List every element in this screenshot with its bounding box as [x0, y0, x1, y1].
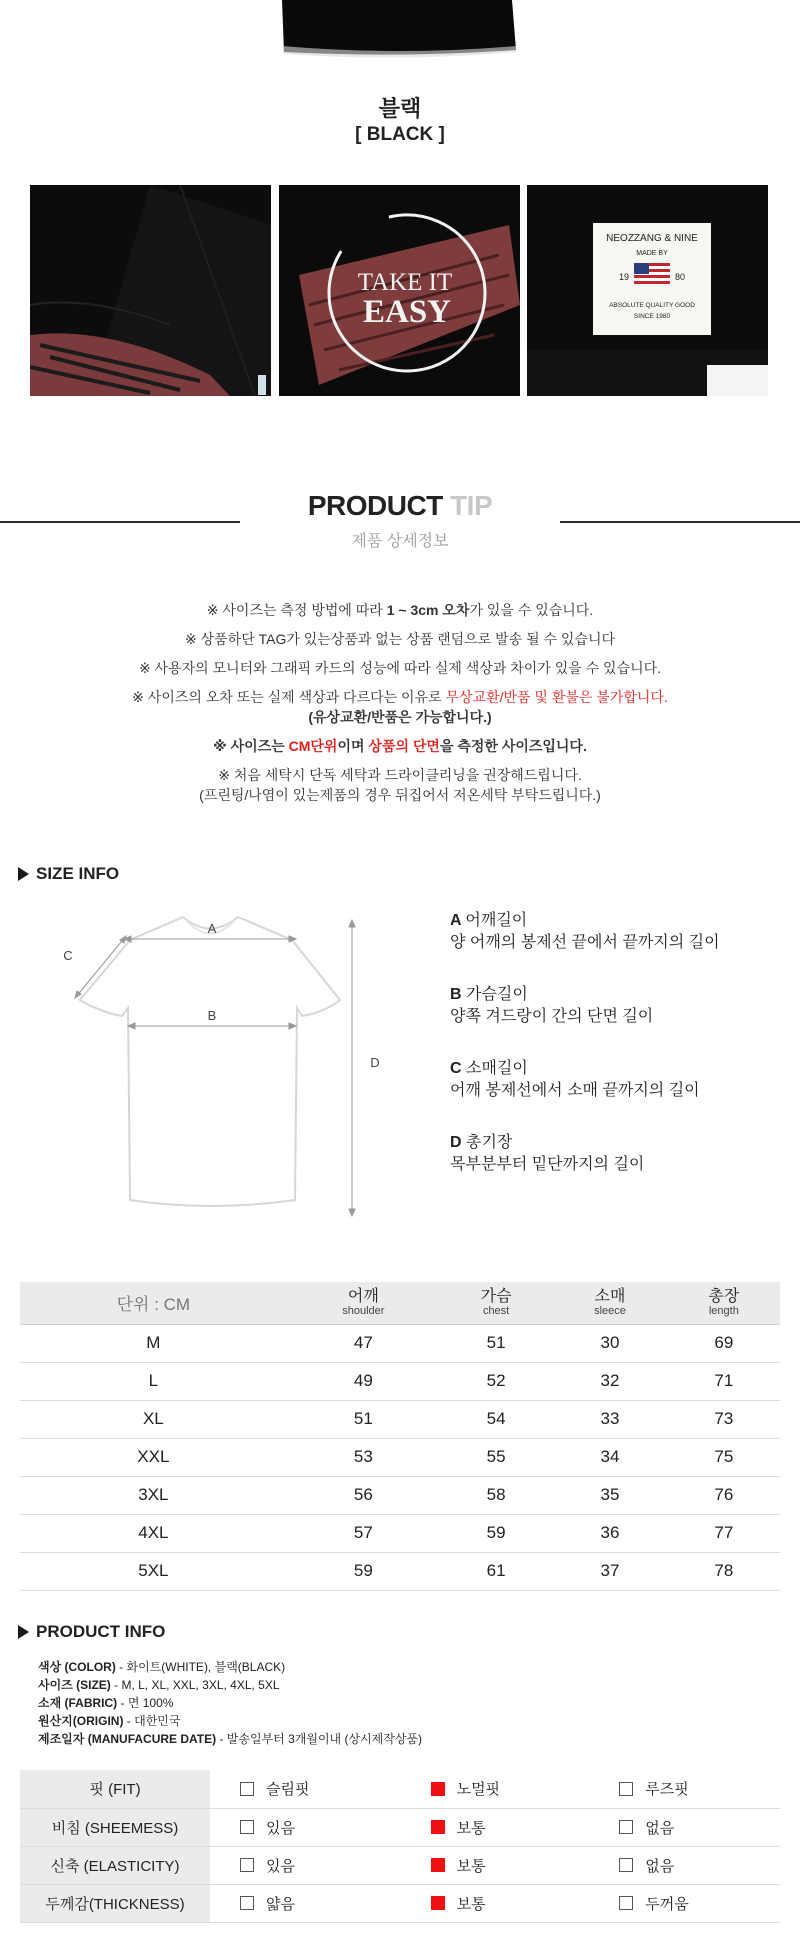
product-info-heading-text: PRODUCT INFO: [36, 1622, 166, 1641]
checkbox-empty-icon: [240, 1896, 254, 1910]
attribute-option: [591, 1770, 780, 1808]
triangle-bullet-icon: [18, 867, 29, 881]
triangle-bullet-icon: [18, 1625, 29, 1639]
size-row-m: [20, 1324, 780, 1362]
measurement-cell: 49: [287, 1362, 440, 1400]
diagram-label-d: D: [370, 1055, 380, 1070]
print-text-line2: EASY: [362, 294, 452, 330]
measurement-cell: 75: [668, 1438, 780, 1476]
label-quality: ABSOLUTE QUALITY GOOD: [609, 302, 695, 309]
product-tip-subtitle: 제품 상세정보: [351, 533, 449, 550]
measurement-cell: 34: [552, 1438, 667, 1476]
size-cell: M: [20, 1324, 287, 1362]
attribute-row: [20, 1846, 780, 1884]
product-info-line: 제조일자 (MANUFACURE DATE) - 발송일부터 3개월이내 (상시제작상품): [38, 1732, 423, 1746]
size-row-3xl: [20, 1476, 780, 1514]
attribute-option: [403, 1808, 592, 1846]
checkbox-empty-icon: [619, 1782, 633, 1796]
measurement-cell: 51: [440, 1324, 552, 1362]
attribute-option-label: 보통: [456, 1857, 486, 1875]
size-row-xl: [20, 1400, 780, 1438]
measurement-cell: 59: [287, 1552, 440, 1590]
attribute-label: 두께감(THICKNESS): [20, 1884, 210, 1922]
checkbox-checked-icon: [431, 1820, 445, 1834]
us-flag-icon: [634, 263, 670, 285]
detail-photo-print-logo: [279, 185, 520, 396]
size-cell: 5XL: [20, 1552, 287, 1590]
measurement-cell: 51: [287, 1400, 440, 1438]
attribute-option-label: 보통: [456, 1819, 486, 1837]
attribute-option: [591, 1846, 780, 1884]
diagram-label-c: C: [63, 948, 73, 963]
size-row-xxl: [20, 1438, 780, 1476]
product-info-heading: [18, 1622, 165, 1642]
diagram-label-b: B: [207, 1008, 217, 1023]
size-cell: XXL: [20, 1438, 287, 1476]
measurement-cell: 59: [440, 1514, 552, 1552]
definition-shoulder: A 어깨길이 양 어깨의 봉제선 끝에서 끝까지의 길이: [450, 912, 720, 951]
label-year-left: 19: [618, 272, 630, 282]
product-info-line: 소재 (FABRIC) - 면 100%: [38, 1696, 174, 1710]
measurement-cell: 55: [440, 1438, 552, 1476]
attribute-option-label: 슬림핏: [266, 1781, 310, 1799]
label-since: SINCE 1980: [633, 313, 671, 320]
attribute-label: 핏 (FIT): [20, 1770, 210, 1808]
product-info-line: 색상 (COLOR) - 화이트(WHITE), 블랙(BLACK): [38, 1660, 286, 1674]
unit-label: 단위 : CM: [20, 1282, 287, 1324]
product-info-list: [38, 1658, 422, 1748]
product-info-line: 사이즈 (SIZE) - M, L, XL, XXL, 3XL, 4XL, 5XL: [38, 1678, 280, 1692]
checkbox-empty-icon: [240, 1782, 254, 1796]
attribute-option: [403, 1884, 592, 1922]
notice-item: ※ 사이즈는 측정 방법에 따라 1 ~ 3cm 오차가 있을 수 있습니다.: [206, 602, 594, 618]
measurement-cell: 35: [552, 1476, 667, 1514]
attribute-option-label: 루즈핏: [645, 1781, 689, 1799]
color-name-en: [ BLACK ]: [355, 124, 445, 145]
size-row-5xl: [20, 1552, 780, 1590]
attributes-table: [20, 1770, 780, 1923]
attribute-label: 비침 (SHEEMESS): [20, 1808, 210, 1846]
size-table-header: [20, 1282, 780, 1324]
size-row-4xl: [20, 1514, 780, 1552]
notice-item: ※ 상품하단 TAG가 있는상품과 없는 상품 랜덤으로 발송 될 수 있습니다: [185, 631, 615, 647]
diagram-label-a: A: [207, 921, 217, 936]
measurement-cell: 54: [440, 1400, 552, 1438]
size-table: [20, 1282, 780, 1591]
measurement-cell: 37: [552, 1552, 667, 1590]
tshirt-measurement-diagram: [50, 900, 410, 1230]
column-header: 소매 sleece: [552, 1282, 667, 1324]
checkbox-empty-icon: [240, 1820, 254, 1834]
checkbox-checked-icon: [431, 1782, 445, 1796]
checkbox-checked-icon: [431, 1896, 445, 1910]
checkbox-empty-icon: [619, 1896, 633, 1910]
product-photo-top-crop: [0, 0, 800, 80]
measurement-cell: 56: [287, 1476, 440, 1514]
measurement-cell: 78: [668, 1552, 780, 1590]
attribute-option: [210, 1770, 403, 1808]
measurement-cell: 30: [552, 1324, 667, 1362]
label-brand: NEOZZANG & NINE: [606, 233, 698, 244]
attribute-option-label: 없음: [645, 1819, 675, 1837]
attribute-option: [591, 1884, 780, 1922]
attribute-row: [20, 1770, 780, 1808]
measurement-cell: 58: [440, 1476, 552, 1514]
attribute-option: [591, 1808, 780, 1846]
measurement-cell: 71: [668, 1362, 780, 1400]
attribute-option-label: 노멀핏: [456, 1781, 501, 1799]
column-header: 총장 length: [668, 1282, 780, 1324]
checkbox-empty-icon: [619, 1858, 633, 1872]
attribute-row: [20, 1808, 780, 1846]
measurement-cell: 76: [668, 1476, 780, 1514]
size-info-heading-text: SIZE INFO: [36, 864, 120, 883]
definition-sleeve: C 소매길이 어깨 봉제선에서 소매 끝까지의 길이: [450, 1060, 700, 1099]
attribute-row: [20, 1884, 780, 1922]
notice-item: ※ 사이즈는 CM단위이며 상품의 단면을 측정한 사이즈입니다.: [213, 738, 587, 754]
size-cell: L: [20, 1362, 287, 1400]
product-tip-title: [0, 490, 800, 522]
product-tip-title-main: PRODUCT: [307, 490, 451, 521]
column-header: 가슴 chest: [440, 1282, 552, 1324]
print-text-line1: TAKE IT: [357, 269, 453, 296]
checkbox-empty-icon: [240, 1858, 254, 1872]
attribute-option: [403, 1770, 592, 1808]
notice-item: ※ 사이즈의 오차 또는 실제 색상과 다르다는 이유로 무상교환/반품 및 환불은 불가합니다. (유상교환/반품은 가능합니다.): [132, 689, 668, 725]
checkbox-checked-icon: [431, 1858, 445, 1872]
measurement-cell: 69: [668, 1324, 780, 1362]
notice-item: ※ 사용자의 모니터와 그래픽 카드의 성능에 따라 실제 색상과 차이가 있을 수 있습니다.: [138, 660, 662, 676]
measurement-cell: 36: [552, 1514, 667, 1552]
label-made-by: MADE BY: [636, 250, 668, 257]
checkbox-empty-icon: [619, 1820, 633, 1834]
definition-chest: B 가슴길이 양쪽 겨드랑이 간의 단면 길이: [450, 986, 654, 1025]
measurement-cell: 33: [552, 1400, 667, 1438]
attribute-option-label: 있음: [266, 1819, 295, 1837]
attribute-label: 신축 (ELASTICITY): [20, 1846, 210, 1884]
column-header: 어깨 shoulder: [287, 1282, 440, 1324]
attribute-option: [210, 1884, 403, 1922]
attribute-option-label: 없음: [645, 1857, 675, 1875]
product-tip-title-accent: TIP: [450, 490, 493, 521]
size-cell: 4XL: [20, 1514, 287, 1552]
notice-list: [0, 600, 800, 814]
measurement-definitions: [450, 910, 790, 1206]
notice-item: ※ 처음 세탁시 단독 세탁과 드라이클리닝을 권장해드립니다. (프린팅/나염이 있는제품의 경우 뒤집어서 저온세탁 부탁드립니다.): [199, 767, 601, 803]
measurement-cell: 77: [668, 1514, 780, 1552]
size-row-l: [20, 1362, 780, 1400]
attribute-option: [403, 1846, 592, 1884]
size-info-heading: [18, 864, 119, 884]
measurement-cell: 57: [287, 1514, 440, 1552]
attribute-option-label: 있음: [266, 1857, 295, 1875]
measurement-cell: 32: [552, 1362, 667, 1400]
detail-photo-print-edge: [30, 185, 271, 396]
attribute-option-label: 두꺼움: [645, 1895, 689, 1913]
measurement-cell: 52: [440, 1362, 552, 1400]
color-name-ko: 블랙: [378, 96, 422, 121]
measurement-cell: 61: [440, 1552, 552, 1590]
detail-photo-label: [527, 185, 768, 396]
product-info-line: 원산지(ORIGIN) - 대한민국: [38, 1714, 181, 1728]
label-year-right: 80: [674, 272, 686, 282]
measurement-cell: 53: [287, 1438, 440, 1476]
measurement-cell: 47: [287, 1324, 440, 1362]
attribute-option-label: 보통: [456, 1895, 486, 1913]
attribute-option: [210, 1846, 403, 1884]
attribute-option-label: 얇음: [266, 1895, 295, 1913]
definition-length: D 총기장 목부분부터 밑단까지의 길이: [450, 1134, 645, 1173]
measurement-cell: 73: [668, 1400, 780, 1438]
size-cell: XL: [20, 1400, 287, 1438]
size-cell: 3XL: [20, 1476, 287, 1514]
attribute-option: [210, 1808, 403, 1846]
